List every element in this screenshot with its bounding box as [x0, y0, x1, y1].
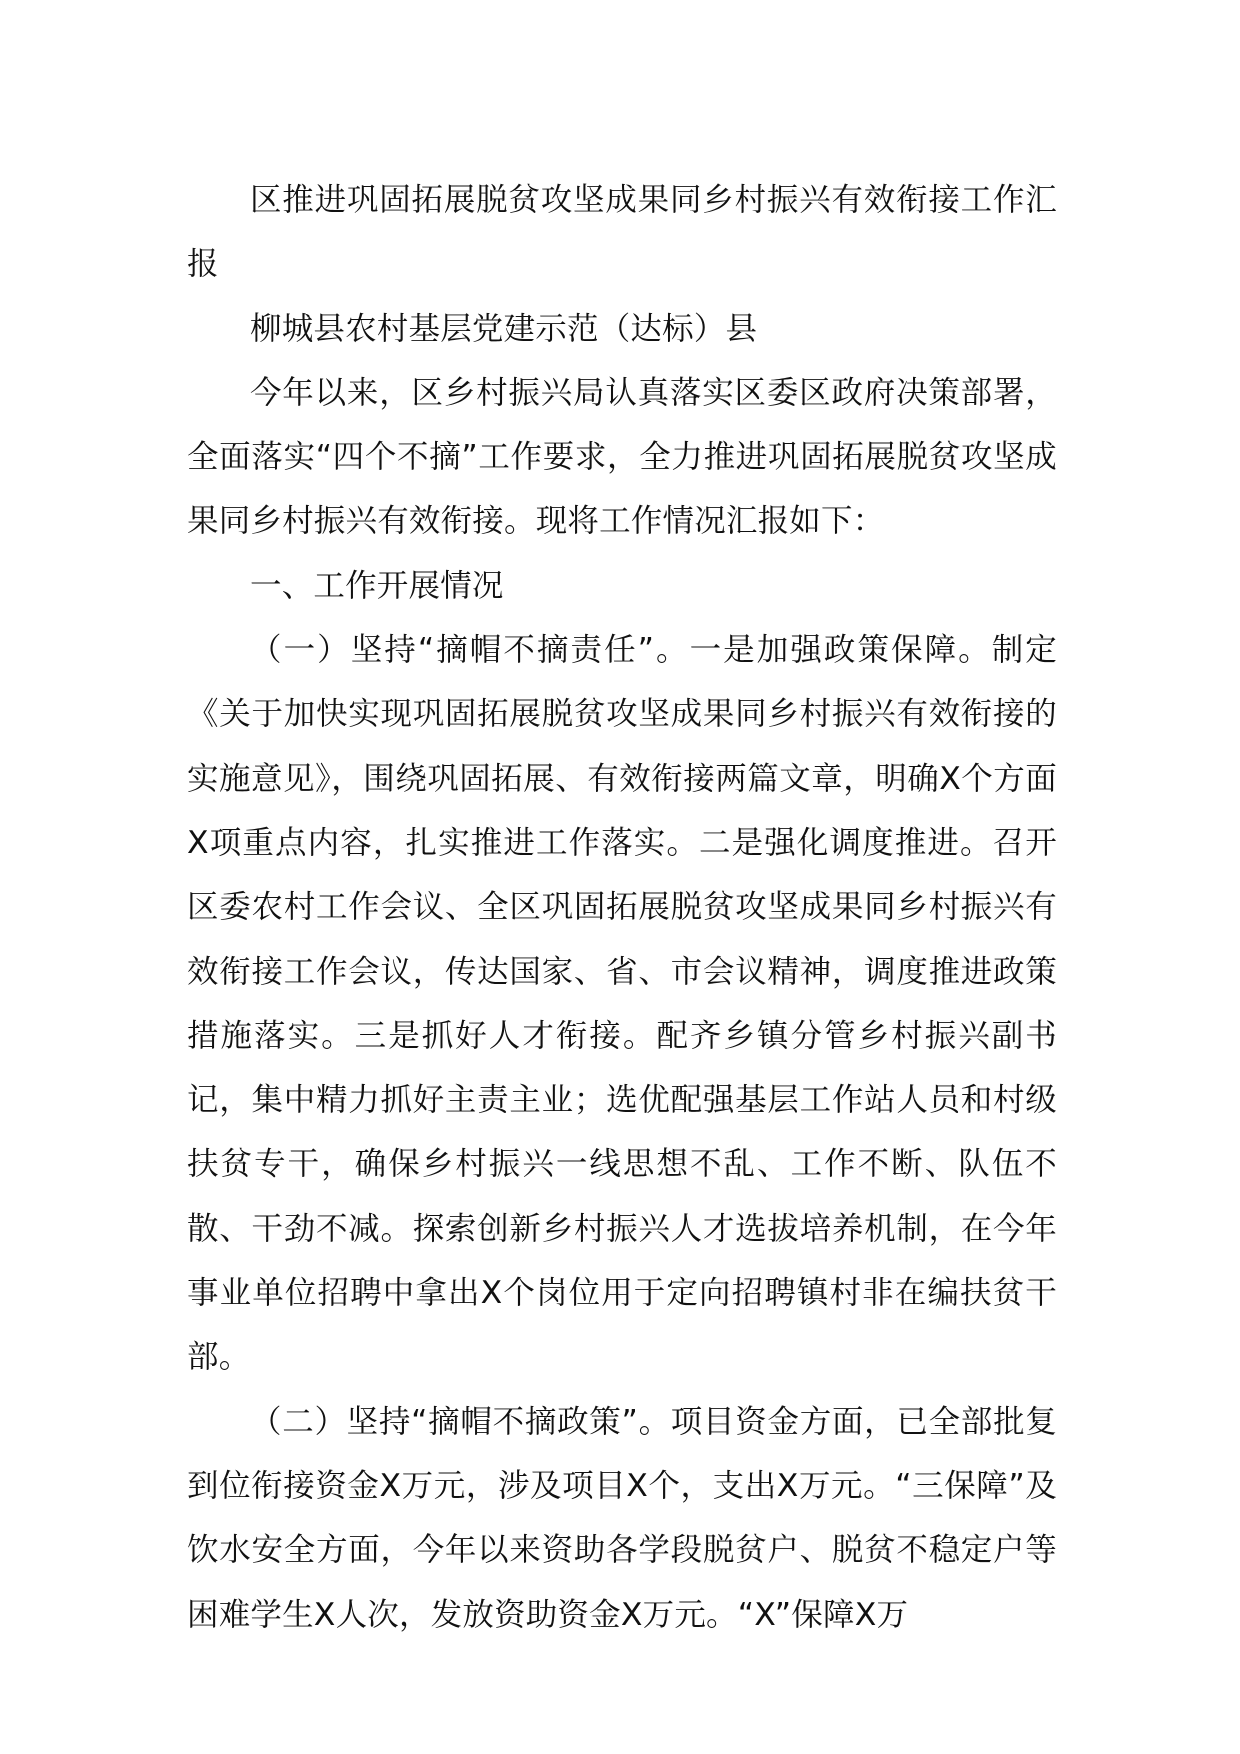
- paragraph-intro: 今年以来，区乡村振兴局认真落实区委区政府决策部署，全面落实“四个不摘”工作要求，全力推进巩固拓展脱贫攻坚成果同乡村振兴有效衔接。现将工作情况汇报如下：: [187, 374, 1057, 540]
- paragraph-responsibility: （一）坚持“摘帽不摘责任”。一是加强政策保障。制定《关于加快实现巩固拓展脱贫攻坚成果同乡村振兴有效衔接的实施意见》，围绕巩固拓展、有效衔接两篇文章，明确X个方面X项重点内容，扎实推进工作落实。二是强化调度推进。召开区委农村工作会议、全区巩固拓展脱贫攻坚成果同乡村振兴有效衔接工作会议，传达国家、省、市会议精神，调度推进政策措施落实。三是抓好人才衔接。配齐乡镇分管乡村振兴副书记，集中精力抓好主责主业；选优配强基层工作站人员和村级扶贫专干，确保乡村振兴一线思想不乱、工作不断、队伍不散、干劲不减。探索创新乡村振兴人才选拔培养机制，在今年事业单位招聘中拿出X个岗位用于定向招聘镇村非在编扶贫干部。: [187, 632, 1057, 1376]
- section-heading: 一、工作开展情况: [250, 567, 504, 604]
- document-title: 区推进巩固拓展脱贫攻坚成果同乡村振兴有效衔接工作汇报: [187, 182, 1057, 283]
- paragraph-policy: （二）坚持“摘帽不摘政策”。项目资金方面，已全部批复到位衔接资金X万元，涉及项目X个，支出X万元。“三保障”及饮水安全方面，今年以来资助各学段脱贫户、脱贫不稳定户等困难学生X人次，发放资助资金X万元。“X”保障X万: [187, 1403, 1057, 1633]
- document-body: [187, 168, 1057, 1647]
- document-subtitle: 柳城县农村基层党建示范（达标）县: [250, 310, 758, 347]
